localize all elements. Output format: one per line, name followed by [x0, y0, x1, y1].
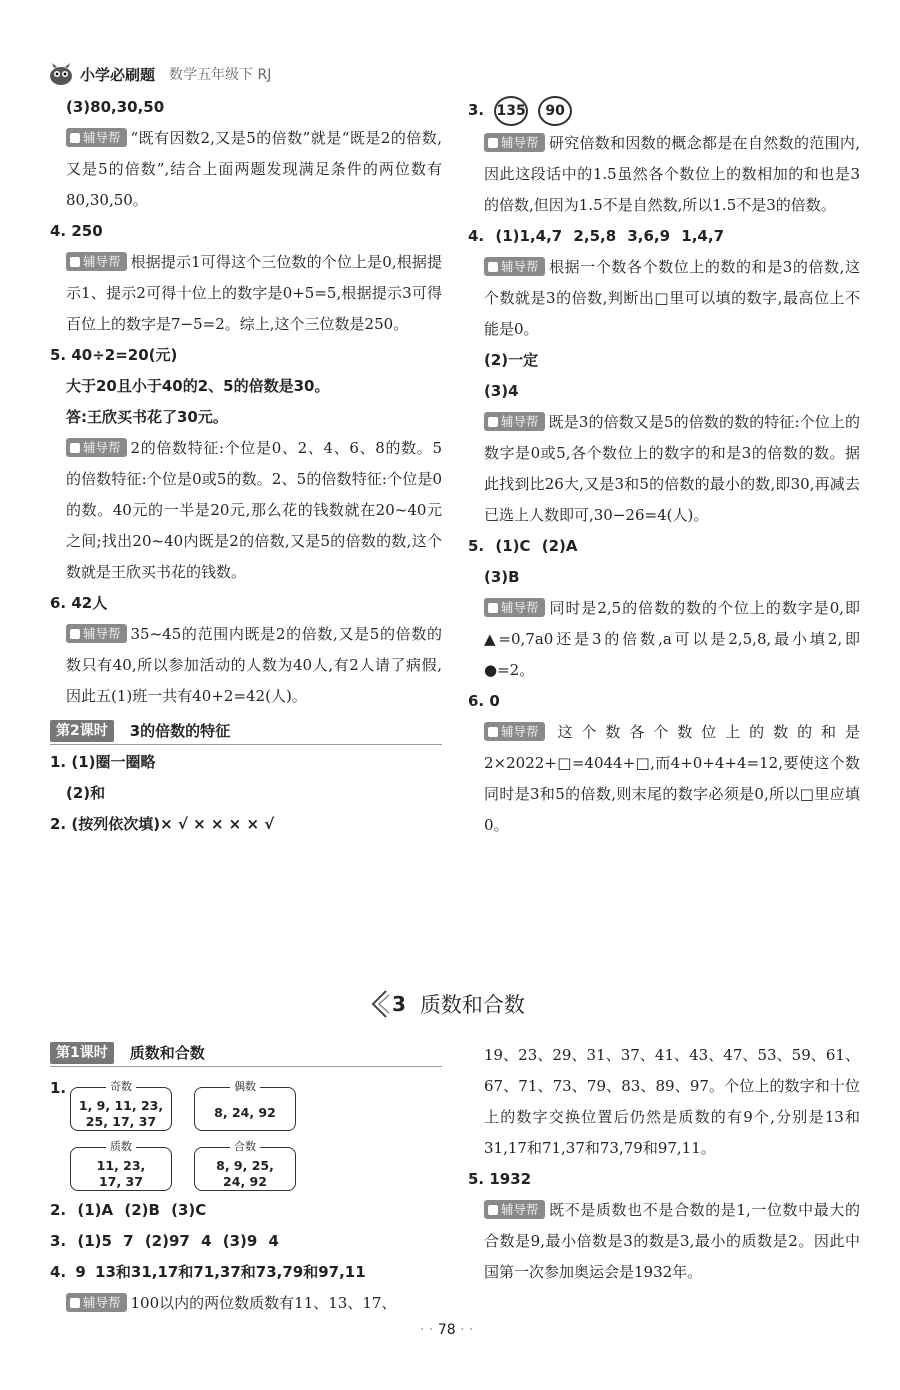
answer: (3)80,30,50 — [66, 98, 165, 116]
prime-box: 质数 11, 23, 17, 37 — [70, 1147, 172, 1191]
answer: (2)和 — [66, 784, 106, 802]
answer: (3)4 — [484, 382, 519, 400]
classification-diagram — [50, 1069, 442, 1187]
helper-badge: 辅导帮 — [66, 128, 127, 147]
explanation: 辅导帮 这个数各个数位上的数的和是2×2022+□=4044+□,而4+0+4+4=12,要使这个数同时是3和5的倍数,则末尾的数字必须是0,所以□里应填0。 — [484, 723, 860, 834]
page-number: · · 78 · · — [420, 1322, 474, 1338]
explanation: 辅导帮 既是3的倍数又是5的倍数的数的特征:个位上的数字是0或5,各个数位上的数字的和是3的倍数的数。据此找到比26大,又是3和5的倍数的最小的数,即30,再减去已选上人数即可,30−26=4(人)。 — [484, 413, 860, 524]
mascot-icon — [48, 62, 74, 86]
lower-right-column — [468, 1040, 860, 1288]
helper-badge: 辅导帮 — [484, 133, 545, 152]
odd-box: 奇数 1, 9, 11, 23, 25, 17, 37 — [70, 1087, 172, 1131]
lesson-title: 3的倍数的特征 — [129, 722, 231, 740]
lesson-title: 质数和合数 — [129, 1044, 205, 1062]
answer: 4. 250 — [50, 222, 103, 240]
subject-label: 数学五年级下 RJ — [169, 67, 272, 83]
lesson-header — [50, 718, 442, 745]
answer: 答:王欣买书花了30元。 — [66, 408, 228, 426]
answer: 4. 9 13和31,17和71,37和73,79和97,11 — [50, 1263, 366, 1281]
explanation: 辅导帮 既不是质数也不是合数的是1,一位数中最大的合数是9,最小倍数是3的数是3,最小的质数是2。因此中国第一次参加奥运会是1932年。 — [484, 1201, 860, 1281]
answer: 5. 40÷2=20(元) — [50, 346, 178, 364]
lesson-tag: 第1课时 — [50, 1042, 114, 1064]
answer: 2. (按列依次填)× √ × × × × √ — [50, 815, 275, 833]
helper-badge: 辅导帮 — [484, 722, 545, 741]
answer: 3. (1)5 7 (2)97 4 (3)9 4 — [50, 1232, 279, 1250]
lower-left-column — [50, 1040, 442, 1319]
answer: 4. (1)1,4,7 2,5,8 3,6,9 1,4,7 — [468, 227, 725, 245]
even-box: 偶数 8, 24, 92 — [194, 1087, 296, 1131]
explanation: 辅导帮 35~45的范围内既是2的倍数,又是5的倍数的数只有40,所以参加活动的人数为40人,有2人请了病假,因此五(1)班一共有40+2=42(人)。 — [66, 625, 442, 705]
helper-badge: 辅导帮 — [484, 1200, 545, 1219]
helper-badge: 辅导帮 — [484, 598, 545, 617]
answer: 5. (1)C (2)A — [468, 537, 578, 555]
explanation: 辅导帮 100以内的两位数质数有11、13、17、 — [66, 1288, 442, 1319]
brand-title: 小学必刷题 — [80, 65, 156, 84]
helper-badge: 辅导帮 — [484, 412, 545, 431]
answer: (2)一定 — [484, 351, 539, 369]
answer: 3. 135 90 — [468, 92, 860, 128]
box-caption: 偶数 — [230, 1079, 260, 1095]
box-caption: 奇数 — [106, 1079, 136, 1095]
answer: 5. 1932 — [468, 1170, 532, 1188]
circled-number: 90 — [538, 96, 572, 126]
lesson-tag: 第2课时 — [50, 720, 114, 742]
right-column — [468, 92, 860, 841]
answer: 大于20且小于40的2、5的倍数是30。 — [66, 377, 330, 395]
answer: (3)B — [484, 568, 520, 586]
explanation: 辅导帮 研究倍数和因数的概念都是在自然数的范围内,因此这段话中的1.5虽然各个数位上的数相加的和也是3的倍数,但因为1.5不是自然数,所以1.5不是3的倍数。 — [484, 134, 860, 214]
helper-badge: 辅导帮 — [66, 624, 127, 643]
section-chevron-icon — [370, 989, 390, 1019]
explanation: 辅导帮 2的倍数特征:个位是0、2、4、6、8的数。5的倍数特征:个位是0或5的数。2、5的倍数特征:个位是0的数。40元的一半是20元,那么花的钱数就在20~40元之间;找出20~40内既是2的倍数,又是5的倍数的数,这个数就是王欣买书花的钱数。 — [66, 439, 442, 581]
circled-number: 135 — [494, 96, 528, 126]
question-number: 1. — [50, 1079, 67, 1097]
section-number: 3 — [392, 992, 406, 1016]
explanation-continued: 19、23、29、31、37、41、43、47、53、59、61、67、71、73、79、83、89、97。个位上的数字和十位上的数字交换位置后仍然是质数的有9个,分别是13和31,17和71,37和73,79和97,11。 — [484, 1046, 860, 1157]
explanation: 辅导帮 “既有因数2,又是5的倍数”就是“既是2的倍数,又是5的倍数”,结合上面两题发现满足条件的两位数有80,30,50。 — [66, 129, 442, 209]
section-title: 质数和合数 — [419, 993, 525, 1017]
answer: 6. 0 — [468, 692, 500, 710]
answer: 1. (1)圈一圈略 — [50, 753, 156, 771]
section-heading — [370, 986, 525, 1022]
box-caption: 合数 — [230, 1139, 260, 1155]
helper-badge: 辅导帮 — [484, 257, 545, 276]
explanation: 辅导帮 同时是2,5的倍数的数的个位上的数字是0,即▲=0,7a0还是3的倍数,a可以是2,5,8,最小填2,即●=2。 — [484, 599, 860, 679]
explanation: 辅导帮 根据一个数各个数位上的数的和是3的倍数,这个数就是3的倍数,判断出□里可以填的数字,最高位上不能是0。 — [484, 258, 860, 338]
helper-badge: 辅导帮 — [66, 252, 127, 271]
answer: 2. (1)A (2)B (3)C — [50, 1201, 207, 1219]
helper-badge: 辅导帮 — [66, 1293, 127, 1312]
answer: 6. 42人 — [50, 594, 108, 612]
lesson-header — [50, 1040, 442, 1067]
box-caption: 质数 — [106, 1139, 136, 1155]
left-column — [50, 92, 442, 840]
composite-box: 合数 8, 9, 25, 24, 92 — [194, 1147, 296, 1191]
header — [48, 60, 271, 88]
explanation: 辅导帮 根据提示1可得这个三位数的个位上是0,根据提示1、提示2可得十位上的数字是0+5=5,根据提示3可得百位上的数字是7−5=2。综上,这个三位数是250。 — [66, 253, 442, 333]
helper-badge: 辅导帮 — [66, 438, 127, 457]
